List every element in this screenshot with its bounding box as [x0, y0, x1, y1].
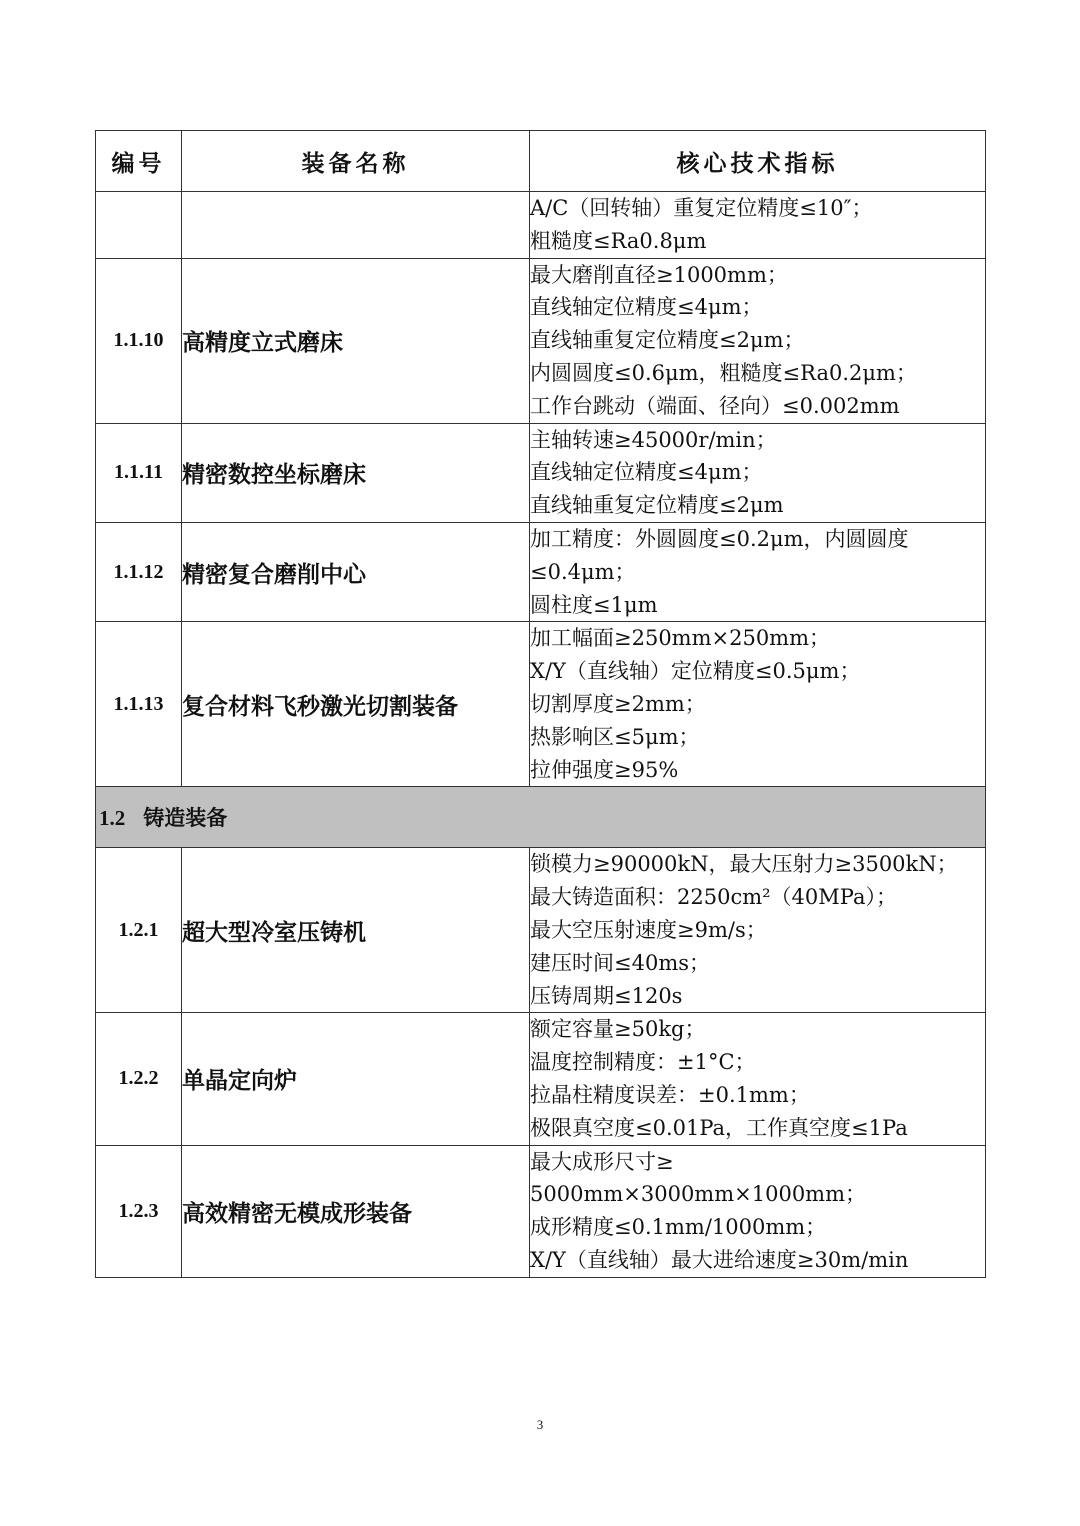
- table-row: [96, 1013, 986, 1145]
- spec-line: 锁模力≥90000kN，最大压射力≥3500kN；: [530, 852, 958, 877]
- row-id: 1.2.2: [96, 1013, 182, 1145]
- table-row: [96, 258, 986, 423]
- row-name: 单晶定向炉: [182, 1013, 530, 1145]
- spec-line: ≤0.4μm；: [530, 559, 636, 584]
- row-specs: [530, 1013, 986, 1145]
- spec-line: X/Y（直线轴）定位精度≤0.5μm；: [530, 659, 861, 684]
- row-specs: [530, 848, 986, 1013]
- table-row: [96, 423, 986, 522]
- table-row: [96, 522, 986, 621]
- table-header-row: [96, 131, 986, 192]
- row-id: 1.1.11: [96, 423, 182, 522]
- row-specs: [530, 1145, 986, 1277]
- spec-line: 建压时间≤40ms；: [530, 950, 711, 975]
- spec-line: 热影响区≤5μm；: [530, 724, 700, 749]
- header-id: 编号: [96, 131, 182, 192]
- spec-line: 极限真空度≤0.01Pa，工作真空度≤1Pa: [530, 1115, 908, 1140]
- row-name: 超大型冷室压铸机: [182, 848, 530, 1013]
- spec-line: 圆柱度≤1μm: [530, 592, 658, 617]
- spec-line: 切割厚度≥2mm；: [530, 691, 706, 716]
- equipment-spec-table: [95, 130, 986, 1278]
- spec-line: 额定容量≥50kg；: [530, 1017, 706, 1042]
- row-name: 精密复合磨削中心: [182, 522, 530, 621]
- spec-line: 工作台跳动（端面、径向）≤0.002mm: [530, 393, 900, 418]
- spec-line: 加工幅面≥250mm×250mm；: [530, 626, 831, 651]
- row-id: 1.1.10: [96, 258, 182, 423]
- spec-line: 直线轴定位精度≤4μm；: [530, 295, 763, 320]
- spec-line: 拉晶柱精度误差：±0.1mm；: [530, 1082, 810, 1107]
- row-specs: [530, 258, 986, 423]
- spec-line: 粗糙度≤Ra0.8μm: [530, 228, 707, 253]
- header-specs: 核心技术指标: [530, 131, 986, 192]
- table-row: [96, 622, 986, 787]
- spec-line: 成形精度≤0.1mm/1000mm；: [530, 1215, 827, 1240]
- spec-line: 直线轴定位精度≤4μm；: [530, 460, 763, 485]
- table-row: [96, 1145, 986, 1277]
- row-id: 1.2.3: [96, 1145, 182, 1277]
- row-name: 复合材料飞秒激光切割装备: [182, 622, 530, 787]
- spec-line: 最大磨削直径≥1000mm；: [530, 262, 788, 287]
- spec-line: A/C（回转轴）重复定位精度≤10″；: [530, 196, 873, 220]
- spec-line: 最大空压射速度≥9m/s；: [530, 917, 767, 942]
- row-specs: [530, 522, 986, 621]
- section-title: 铸造装备: [143, 806, 228, 831]
- table-row-continuation: [96, 192, 986, 259]
- row-specs: [530, 622, 986, 787]
- spec-line: 最大铸造面积：2250cm²（40MPa）；: [530, 885, 897, 910]
- section-header-row: [96, 787, 986, 848]
- spec-line: 内圆圆度≤0.6μm，粗糙度≤Ra0.2μm；: [530, 360, 917, 385]
- row-name-empty: [182, 192, 530, 259]
- spec-line: 拉伸强度≥95%: [530, 757, 679, 782]
- spec-line: 加工精度：外圆圆度≤0.2μm，内圆圆度: [530, 526, 909, 551]
- row-id: 1.1.13: [96, 622, 182, 787]
- row-specs: [530, 192, 986, 259]
- spec-line: 最大成形尺寸≥: [530, 1149, 674, 1174]
- section-header: [96, 787, 986, 848]
- spec-line: 直线轴重复定位精度≤2μm；: [530, 328, 805, 353]
- spec-line: 温度控制精度：±1°C；: [530, 1050, 756, 1075]
- spec-line: 压铸周期≤120s: [530, 983, 683, 1008]
- row-specs: [530, 423, 986, 522]
- spec-line: 直线轴重复定位精度≤2μm: [530, 493, 784, 518]
- row-id: 1.2.1: [96, 848, 182, 1013]
- spec-line: 主轴转速≥45000r/min；: [530, 427, 777, 452]
- row-name: 精密数控坐标磨床: [182, 423, 530, 522]
- header-name: 装备名称: [182, 131, 530, 192]
- page-number: 3: [536, 1417, 544, 1432]
- table-row: [96, 848, 986, 1013]
- row-name: 高效精密无模成形装备: [182, 1145, 530, 1277]
- row-id: 1.1.12: [96, 522, 182, 621]
- section-number: 1.2: [99, 806, 126, 831]
- row-id-empty: [96, 192, 182, 259]
- spec-line: 5000mm×3000mm×1000mm；: [530, 1182, 866, 1207]
- spec-line: X/Y（直线轴）最大进给速度≥30m/min: [530, 1247, 909, 1272]
- row-name: 高精度立式磨床: [182, 258, 530, 423]
